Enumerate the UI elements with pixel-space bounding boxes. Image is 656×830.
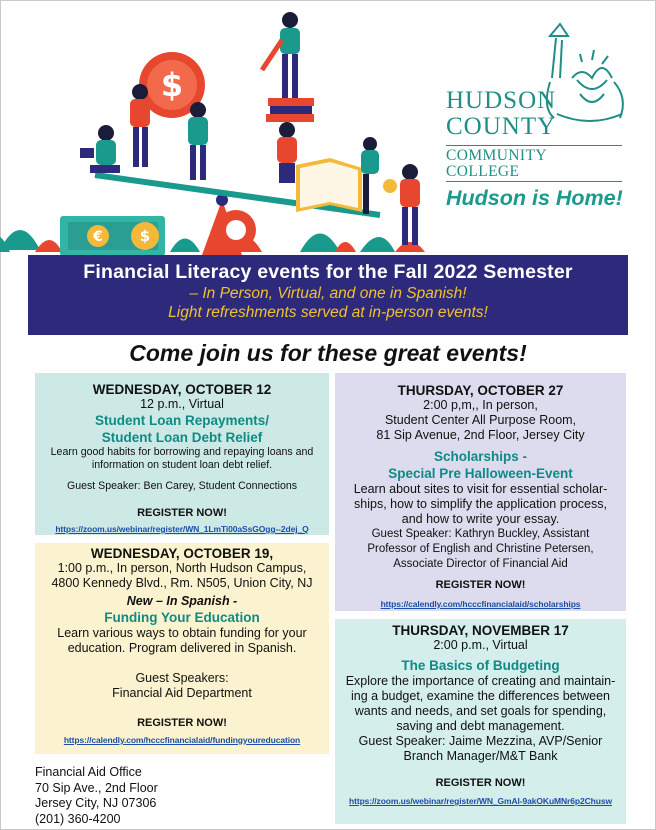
svg-text:$: $ [160,66,184,104]
event-title: Funding Your Education [104,610,260,625]
event-description-2: information on student loan debt relief. [91,459,273,471]
headline: Come join us for these great events! [129,340,527,366]
college-logo-text [446,88,623,210]
event-card-oct-27 [335,373,626,611]
title-banner [28,255,628,335]
event-card-oct-19 [35,543,329,754]
event-speaker-3: Associate Director of Financial Aid [393,558,568,570]
event-description-1: Learn about sites to visit for essential scholar- [353,482,608,496]
event-time: 12 p.m., Virtual [140,397,224,411]
logo-line-3: COMMUNITY COLLEGE [446,145,622,182]
event-place-2: 81 Sip Avenue, 2nd Floor, Jersey City [376,428,585,442]
event-date: THURSDAY, OCTOBER 27 [397,383,564,398]
register-link[interactable]: https://calendly.com/hcccfinancialaid/fundingyoureducation [63,735,301,745]
event-card-nov-17 [335,619,626,824]
event-speaker-2: Professor of English and Christine Petersen, [367,543,594,555]
event-speaker-1: Guest Speakers: [135,671,229,685]
event-description-3: and how to write your essay. [401,512,560,526]
event-speaker-2: Branch Manager/M&T Bank [403,749,558,763]
event-title-line-2: Student Loan Debt Relief [101,430,263,445]
register-link[interactable]: https://zoom.us/webinar/register/WN_1LmTi00aSsGOgg--2dej_Q [55,524,309,534]
event-place: 4800 Kennedy Blvd., Rm. N505, Union City, NJ [51,576,313,590]
svg-text:$: $ [139,227,151,245]
svg-text:€: € [93,229,103,245]
event-note: New – In Spanish - [126,594,238,608]
event-card-oct-12 [35,373,329,535]
event-date: WEDNESDAY, OCTOBER 12 [92,382,272,397]
event-place-1: Student Center All Purpose Room, [384,413,577,427]
event-speaker-2: Financial Aid Department [112,686,252,700]
event-speaker-1: Guest Speaker: Kathryn Buckley, Assistant [371,528,590,540]
office-address [35,765,158,827]
event-description-1: Learn good habits for borrowing and repaying loans and [50,446,314,458]
event-description-2: ships, how to simplify the application process, [354,497,607,511]
event-description-1: Learn various ways to obtain funding for your [57,626,307,640]
event-time: 2:00 p.m., Virtual [433,638,528,652]
register-label: REGISTER NOW! [137,507,227,519]
event-title-line-1: Student Loan Repayments/ [94,413,270,428]
register-label: REGISTER NOW! [435,777,526,789]
register-label: REGISTER NOW! [137,717,227,729]
address-line-1: Financial Aid Office [35,765,142,779]
logo-tagline: Hudson is Home! [446,186,623,210]
address-line-2: 70 Sip Ave., 2nd Floor [35,780,158,795]
event-description-2: ing a budget, examine the differences between [351,689,610,703]
event-title-line-1: Scholarships - [433,449,528,464]
register-link[interactable]: https://calendly.com/hcccfinancialaid/scholarships [380,599,581,609]
event-time: 1:00 p.m., In person, North Hudson Campus, [57,561,307,575]
register-label: REGISTER NOW! [435,579,526,591]
financial-illustration [0,0,430,258]
event-title: The Basics of Budgeting [401,658,560,673]
address-phone: (201) 360-4200 [35,811,121,826]
event-speaker: Guest Speaker: Ben Carey, Student Connections [66,480,298,492]
event-date: THURSDAY, NOVEMBER 17 [392,623,569,638]
logo-line-2: COUNTY [446,113,557,140]
register-link[interactable]: https://zoom.us/webinar/register/WN_GmAl-9akOKuMNr6p2Chusw [349,796,612,806]
banner-subtitle-2: Light refreshments served at in-person events! [168,304,488,321]
event-time: 2:00 p,m,, In person, [423,398,538,412]
event-description-2: education. Program delivered in Spanish. [67,641,297,655]
event-description-4: saving and debt management. [396,719,565,733]
event-description-1: Explore the importance of creating and maintain- [345,674,616,688]
event-description-3: wants and needs, and set goals for spending, [354,704,607,718]
banner-subtitle-1: – In Person, Virtual, and one in Spanish! [189,285,467,302]
event-speaker-1: Guest Speaker: Jaime Mezzina, AVP/Senior [358,734,603,748]
event-title-line-2: Special Pre Halloween-Event [388,466,573,481]
logo-line-1: HUDSON [446,87,557,114]
address-line-3: Jersey City, NJ 07306 [35,796,157,810]
banner-title: Financial Literacy events for the Fall 2022 Semester [83,261,573,283]
event-date: WEDNESDAY, OCTOBER 19, [90,546,274,561]
